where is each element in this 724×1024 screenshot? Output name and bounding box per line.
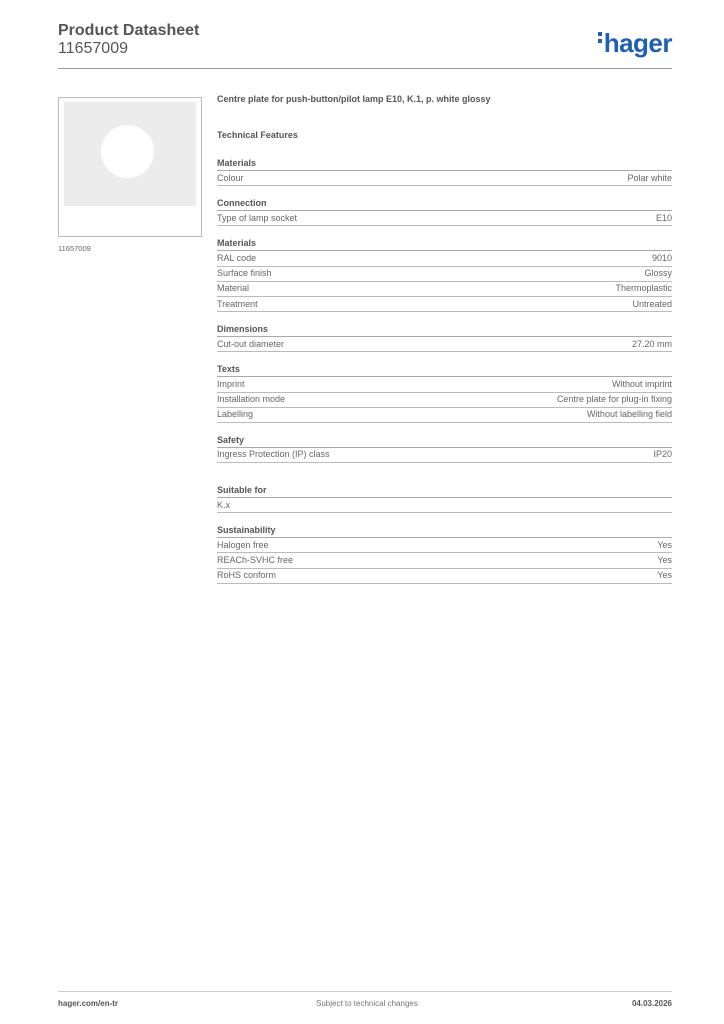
- footer-notice: Subject to technical changes: [316, 999, 418, 1008]
- group-dimensions: [217, 324, 672, 352]
- group-title: Suitable for: [217, 485, 672, 498]
- spec-value: 9010: [651, 252, 672, 263]
- spec-row: [217, 393, 672, 408]
- spec-label: REACh-SVHC free: [217, 555, 294, 566]
- header-divider: [58, 68, 672, 69]
- spec-value: Yes: [657, 539, 672, 550]
- spec-value: Untreated: [632, 298, 672, 309]
- spec-row: [217, 337, 672, 352]
- spec-value: Without imprint: [611, 378, 672, 389]
- spec-label: RoHS conform: [217, 570, 277, 581]
- technical-features-heading: Technical Features: [217, 130, 298, 140]
- spec-row: [217, 448, 672, 463]
- spec-value: Thermoplastic: [615, 283, 672, 294]
- spec-row: [217, 251, 672, 266]
- spec-value: E10: [655, 212, 672, 223]
- spec-value: Glossy: [644, 268, 672, 279]
- image-caption: 11657009: [58, 244, 91, 253]
- group-connection: [217, 198, 672, 226]
- spec-label: Ingress Protection (IP) class: [217, 449, 330, 460]
- spec-value: IP20: [653, 449, 672, 460]
- spec-label: Labelling: [217, 409, 254, 420]
- spec-label: Cut-out diameter: [217, 338, 285, 349]
- product-image: [58, 97, 202, 237]
- spec-label: Installation mode: [217, 394, 286, 405]
- spec-row: [217, 498, 672, 513]
- group-title: Connection: [217, 198, 672, 211]
- logo-dots-icon: [598, 32, 602, 46]
- spec-label: Material: [217, 283, 250, 294]
- spec-label: Halogen free: [217, 539, 269, 550]
- logo-text: hager: [603, 28, 672, 58]
- product-number: 11657009: [58, 40, 128, 57]
- spec-value: 27.20 mm: [631, 338, 672, 349]
- spec-value: Centre plate for plug-in fixing: [556, 394, 672, 405]
- spec-label: RAL code: [217, 252, 257, 263]
- footer-website-link[interactable]: hager.com/en-tr: [58, 999, 119, 1008]
- spec-row: [217, 538, 672, 553]
- group-safety: [217, 435, 672, 463]
- group-suitable-for: [217, 485, 672, 513]
- group-materials: [217, 158, 672, 186]
- footer-divider: [58, 991, 672, 992]
- spec-row: [217, 377, 672, 392]
- spec-label: Treatment: [217, 298, 258, 309]
- group-materials-2: [217, 238, 672, 312]
- cutout-circle: [101, 125, 154, 178]
- group-title: Texts: [217, 364, 672, 377]
- footer-date: 04.03.2026: [631, 999, 672, 1008]
- hager-logo: [598, 28, 672, 59]
- spec-value: Without labelling field: [586, 409, 672, 420]
- spec-row: [217, 211, 672, 226]
- technical-content: [217, 94, 672, 596]
- group-title: Dimensions: [217, 324, 672, 337]
- spec-row: [217, 553, 672, 568]
- spec-value: Yes: [657, 570, 672, 581]
- page-title: Product Datasheet: [58, 22, 200, 39]
- group-title: Sustainability: [217, 525, 672, 538]
- spec-row: [217, 408, 672, 423]
- spec-row: [217, 282, 672, 297]
- spec-label: Colour: [217, 172, 244, 183]
- spec-row: [217, 569, 672, 584]
- spec-row: [217, 171, 672, 186]
- spec-label: K.x: [217, 499, 231, 510]
- group-texts: [217, 364, 672, 423]
- spec-row: [217, 297, 672, 312]
- group-title: Materials: [217, 238, 672, 251]
- spec-label: Surface finish: [217, 268, 272, 279]
- group-sustainability: [217, 525, 672, 584]
- spec-label: Imprint: [217, 378, 245, 389]
- spec-label: Type of lamp socket: [217, 212, 298, 223]
- product-description: Centre plate for push-button/pilot lamp E10, K.1, p. white glossy: [217, 94, 491, 104]
- spec-value: Yes: [657, 555, 672, 566]
- spec-row: [217, 267, 672, 282]
- group-title: Materials: [217, 158, 672, 171]
- spec-value: Polar white: [627, 172, 672, 183]
- group-title: Safety: [217, 435, 672, 448]
